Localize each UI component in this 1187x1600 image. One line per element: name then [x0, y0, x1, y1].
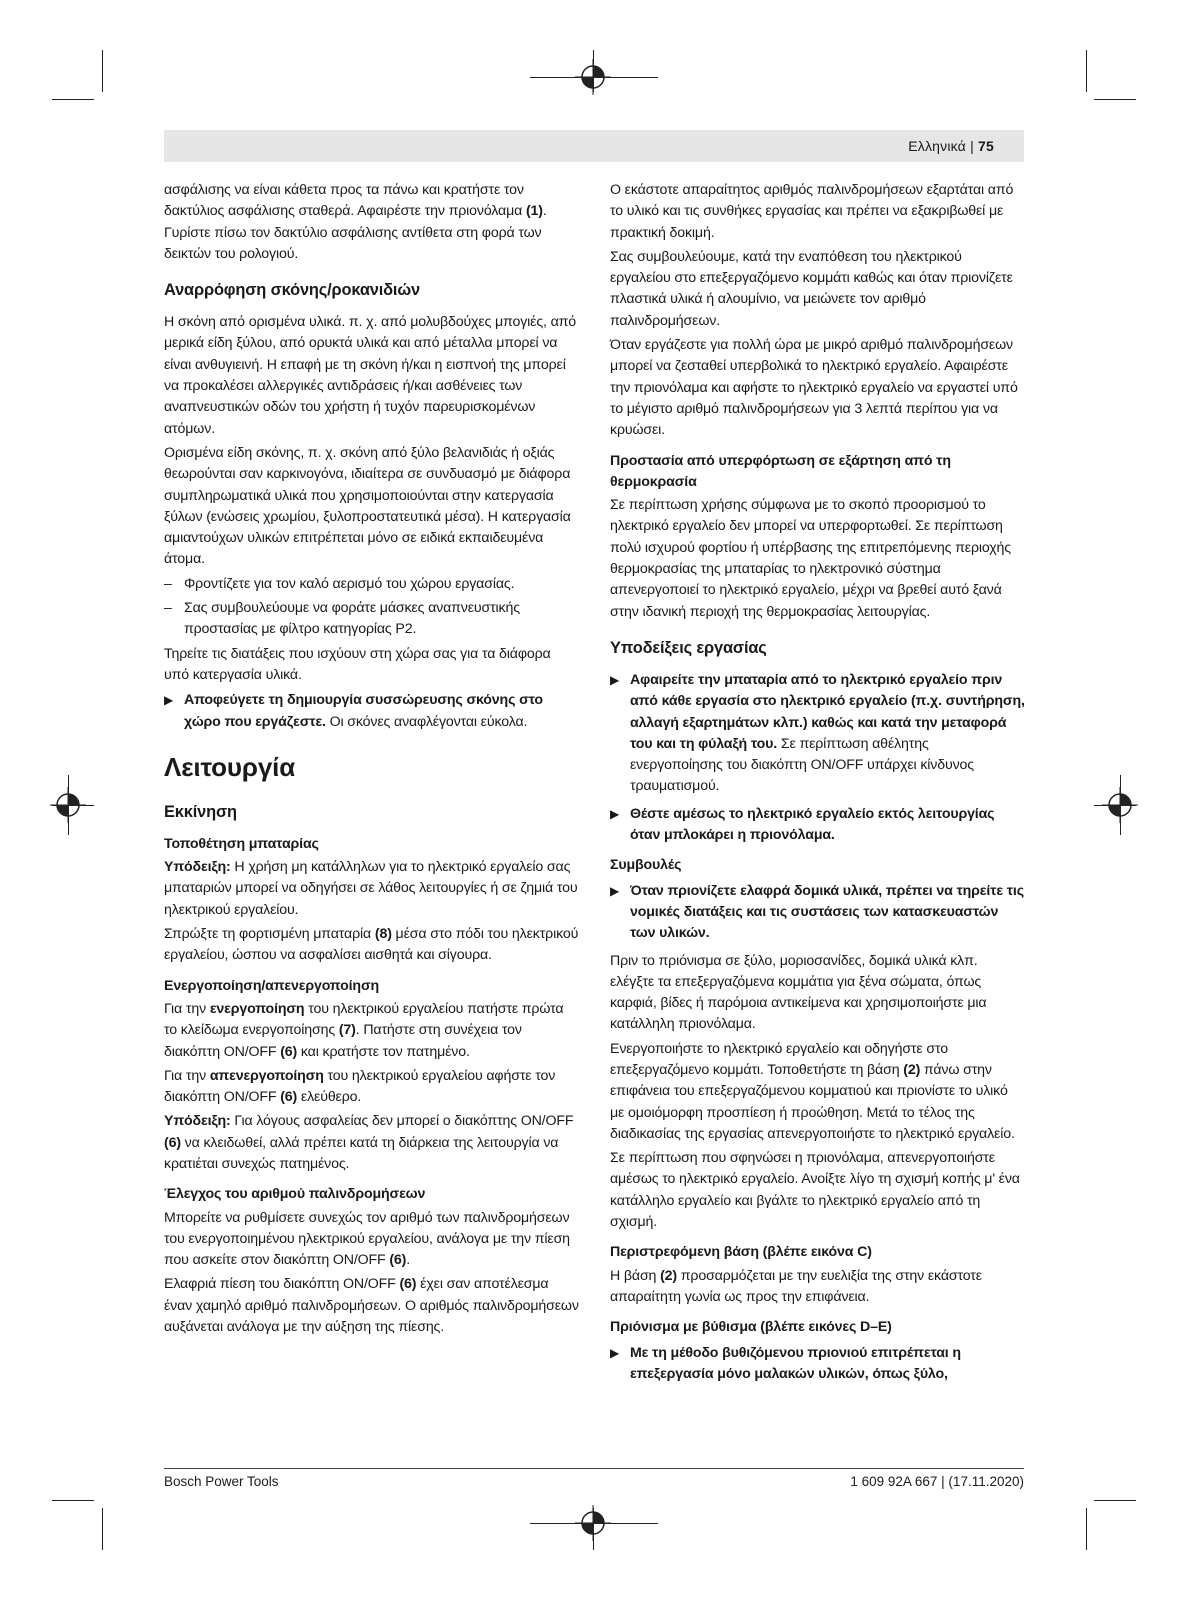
header-bar	[164, 130, 1024, 162]
ref-number: (6)	[399, 1276, 417, 1293]
footer-divider	[164, 1468, 1024, 1469]
subsection-heading: Έλεγχος του αριθμού παλινδρομήσεων	[164, 1186, 426, 1203]
footer-publisher: Bosch Power Tools	[164, 1474, 279, 1489]
triangle-bullet-icon: ▶	[610, 883, 620, 898]
registration-mark-icon	[1102, 787, 1138, 823]
subsection-heading: Πριόνισμα με βύθισμα (βλέπε εικόνες D–E)	[610, 1319, 892, 1336]
ref-number: (6)	[280, 1043, 298, 1060]
triangle-bullet-icon: ▶	[164, 693, 174, 708]
paragraph: Σας συμβουλεύουμε, κατά την εναπόθεση του ηλεκτρικού εργαλείου στο επεξεργαζόμενο κομμάτι καθώς και όταν πριονίζετε πλαστικά υλικά ή αλουμίνιο, να μειώνετε τον αριθμό παλινδρομήσεων.	[610, 248, 1013, 329]
text: έχει σαν αποτέλεσμα έναν χαμηλό αριθμό παλινδρομήσεων. Ο αριθμός παλινδρομήσεων αυξάνεται ανάλογα με την αύξηση της πίεσης.	[164, 1276, 579, 1336]
crop-mark	[1094, 99, 1136, 100]
page-number: 75	[978, 138, 994, 154]
section-heading: Εκκίνηση	[164, 802, 237, 821]
header-language: Ελληνικά	[908, 138, 966, 154]
list-item	[164, 574, 579, 595]
paragraph: Η σκόνη από ορισμένα υλικά. π. χ. από μολυβδούχες μπογιές, από μερικά είδη ξύλου, από ορυκτά υλικά και από μέταλλα μπορεί να είναι ανθυγιεινή. Η επαφή με τη σκόνη ή/και η εισπνοή της μπορεί να προκαλέσει αλλεργικές αντιδράσεις ή/και ασθένειες των αναπνευστικών οδών του χρήστη ή τυχόν παρευρισκομένων ατόμων.	[164, 314, 577, 437]
dash-marker: –	[164, 575, 172, 592]
warning-item	[610, 670, 1025, 798]
right-column	[610, 180, 1025, 1391]
crop-mark	[1086, 1508, 1087, 1550]
text: ελεύθερο.	[297, 1089, 362, 1106]
list-item	[164, 598, 579, 641]
paragraph	[164, 924, 579, 967]
text: και κρατήστε τον πατημένο.	[297, 1043, 470, 1060]
text: πάνω στην επιφάνεια του επεξεργαζόμενου κομματιού και πριονίστε το υλικό με ομοιόμορφη προσπίεση ή προώθηση. Μετά το τέλος της διαδικασίας της εργασίας απενεργοποιήστε το ηλεκτρικό εργαλείο.	[610, 1061, 1015, 1142]
paragraph: Ο εκάστοτε απαραίτητος αριθμός παλινδρομήσεων εξαρτάται από το υλικό και τις συνθήκες εργασίας και πρέπει να εξακριβωθεί με πρακτική δοκιμή.	[610, 182, 1014, 241]
left-column	[164, 180, 579, 1341]
registration-mark-icon	[50, 787, 86, 823]
subsection-heading: Τοποθέτηση μπαταρίας	[164, 835, 319, 852]
section-heading: Αναρρόφηση σκόνης/ροκανιδιών	[164, 281, 421, 300]
text: Οι σκόνες αναφλέγονται εύκολα.	[325, 713, 528, 730]
paragraph	[164, 999, 579, 1063]
paragraph	[164, 1111, 579, 1175]
text: Όταν πριονίζετε ελαφρά δομικά υλικά, πρέπει να τηρείτε τις νομικές διατάξεις και τις συστάσεις των κατασκευαστών των υλικών.	[630, 882, 1024, 942]
section-heading: Υποδείξεις εργασίας	[610, 638, 767, 657]
paragraph: Σε περίπτωση χρήσης σύμφωνα με το σκοπό προορισμού το ηλεκτρικό εργαλείο δεν μπορεί να υπερφορτωθεί. Σε περίπτωση πολύ ισχυρού φορτίου ή υπέρβασης της επιτρεπόμενης περιοχής θερμοκρασίας της μπαταρίας το ηλεκτρονικό σύστημα απενεργοποιεί το ηλεκτρικό εργαλείο, μέχρι να βρεθεί αυτό ξανά στην ιδανική περιοχή της θερμοκρασίας λειτουργίας.	[610, 497, 1011, 620]
note-label: Υπόδειξη:	[164, 1113, 231, 1130]
crop-mark	[102, 1508, 103, 1550]
ref-number: (7)	[338, 1022, 356, 1039]
text: ενεργοποίηση	[209, 1000, 305, 1017]
crop-mark	[102, 50, 103, 92]
crop-mark	[52, 1500, 94, 1501]
text: . Γυρίστε πίσω τον δακτύλιο ασφάλισης αντίθετα στη φορά των δεικτών του ρολογιού.	[164, 203, 547, 262]
text: Ενεργοποιήστε το ηλεκτρικό εργαλείο και οδηγήστε στο επεξεργαζόμενο κομμάτι. Τοποθετήστε τη βάση	[610, 1040, 948, 1078]
text: Σε περίπτωση αθέλητης ενεργοποίησης του διακόπτη ON/OFF υπάρχει κίνδυνος τραυματισμού.	[630, 735, 974, 795]
registration-mark-icon	[575, 59, 611, 95]
paragraph	[164, 1066, 579, 1109]
ref-number: (2)	[660, 1267, 677, 1284]
warning-item	[164, 690, 579, 733]
text: Η βάση	[610, 1267, 661, 1284]
text: Ελαφριά πίεση του διακόπτη ON/OFF	[164, 1276, 400, 1293]
page-header: Ελληνικά | 75	[908, 138, 994, 154]
paragraph: Όταν εργάζεστε για πολλή ώρα με μικρό αριθμό παλινδρομήσεων μπορεί να ζεσταθεί υπερβολικά το ηλεκτρικό εργαλείο. Αφαιρέστε την πριονόλαμα και αφήστε το ηλεκτρικό εργαλείο να εργαστεί υπό το μέγιστο αριθμό παλινδρομήσεων για 3 λεπτά περίπου για να κρυώσει.	[610, 337, 1018, 439]
ref-number: (1)	[525, 203, 543, 220]
warning-item	[610, 881, 1025, 945]
paragraph: Σε περίπτωση που σφηνώσει η πριονόλαμα, απενεργοποιήστε αμέσως το ηλεκτρικό εργαλείο. Ανοίξτε λίγο τη σχισμή κοπής μ' ένα κατάλληλο εργαλείο και βγάλτε το ηλεκτρικό εργαλείο από τη σχισμή.	[610, 1150, 1020, 1231]
ref-number: (2)	[903, 1061, 921, 1078]
crop-mark	[1094, 1500, 1136, 1501]
subsection-heading: Ενεργοποίηση/απενεργοποίηση	[164, 977, 380, 994]
text: να κλειδωθεί, αλλά πρέπει κατά τη διάρκεια της λειτουργία να κρατιέται συνεχώς πατημένος.	[164, 1134, 559, 1172]
text: Φροντίζετε για τον καλό αερισμό του χώρου εργασίας.	[184, 575, 515, 592]
crop-mark	[1086, 50, 1087, 92]
subsection-heading: Προστασία από υπερφόρτωση σε εξάρτηση από τη θερμοκρασία	[610, 452, 951, 490]
text: απενεργοποίηση	[209, 1067, 324, 1084]
note-label: Υπόδειξη:	[164, 859, 231, 876]
paragraph	[164, 1208, 579, 1272]
text: προσαρμόζεται με την ευελιξία της στην εκάστοτε απαραίτητη γωνία ως προς την επιφάνεια.	[610, 1267, 982, 1305]
text: Σπρώξτε τη φορτισμένη μπαταρία	[164, 926, 375, 943]
dash-marker: –	[164, 600, 172, 617]
ref-number: (8)	[374, 926, 392, 943]
text: Για την	[164, 1000, 210, 1017]
subsection-heading: Περιστρεφόμενη βάση (βλέπε εικόνα C)	[610, 1244, 872, 1261]
ref-number: (6)	[389, 1252, 407, 1269]
ref-number: (6)	[280, 1089, 298, 1106]
paragraph: Πριν το πριόνισμα σε ξύλο, μοριοσανίδες, δομικά υλικά κλπ. ελέγξτε τα επεξεργαζόμενα κομμάτια για ξένα σώματα, όπως καρφιά, βίδες ή παρόμοια αντικείμενα και χρησιμοποιήστε μια κατάλληλη πριονόλαμα.	[610, 952, 987, 1033]
text: Θέστε αμέσως το ηλεκτρικό εργαλείο εκτός λειτουργίας όταν μπλοκάρει η πριονόλαμα.	[630, 805, 995, 844]
text: Αποφεύγετε τη δημιουργία συσσώρευσης σκόνης στο χώρο που εργάζεστε.	[184, 692, 543, 730]
text: Μπορείτε να ρυθμίσετε συνεχώς τον αριθμό των παλινδρομήσεων του ενεργοποιημένου ηλεκτρικού εργαλείου, ανάλογα με την πίεση που ασκείτε στον διακόπτη ON/OFF	[164, 1209, 570, 1269]
text: του ηλεκτρικού εργαλείου πατήστε πρώτα το κλείδωμα ενεργοποίησης	[164, 1000, 564, 1039]
text: Για την	[164, 1067, 210, 1084]
paragraph	[610, 1266, 1025, 1309]
subsection-heading: Συμβουλές	[610, 857, 682, 874]
warning-item	[610, 1343, 1025, 1386]
paragraph	[164, 1274, 579, 1338]
text: Σας συμβουλεύουμε να φοράτε μάσκες αναπνευστικής προστασίας με φίλτρο κατηγορίας P2.	[184, 600, 520, 638]
text: Η χρήση μη κατάλληλων για το ηλεκτρικό εργαλείο σας μπαταριών μπορεί να οδηγήσει σε λάθος λειτουργίες ή σε ζημιά του ηλεκτρικού εργαλείου.	[164, 859, 578, 918]
paragraph: Τηρείτε τις διατάξεις που ισχύουν στη χώρα σας για τα διάφορα υπό κατεργασία υλικά.	[164, 645, 551, 683]
text: Με τη μέθοδο βυθιζόμενου πριονιού επιτρέπεται η επεξεργασία μόνο μαλακών υλικών, όπως ξύλο,	[630, 1344, 961, 1382]
text: .	[406, 1252, 411, 1269]
warning-item	[610, 804, 1025, 847]
triangle-bullet-icon: ▶	[610, 672, 620, 687]
triangle-bullet-icon: ▶	[610, 1345, 620, 1360]
paragraph	[610, 1039, 1025, 1145]
ref-number: (6)	[164, 1134, 181, 1151]
registration-mark-icon	[575, 1505, 611, 1541]
text: Για λόγους ασφαλείας δεν μπορεί ο διακόπτης ON/OFF	[230, 1113, 574, 1130]
text: Αφαιρείτε την μπαταρία από το ηλεκτρικό εργαλείο πριν από κάθε εργασία στο ηλεκτρικό εργαλείο (π.χ. συντήρηση, αλλαγή εξαρτημάτων κλπ.) καθώς και κατά την μεταφορά του και τη φύλαξή του.	[630, 671, 1025, 752]
text: μέσα στο πόδι του ηλεκτρικού εργαλείου, ώσπου να ασφαλίσει αισθητά και σίγουρα.	[164, 926, 579, 964]
text: . Πατήστε στη συνέχεια τον διακόπτη ON/OFF	[164, 1022, 522, 1060]
paragraph	[164, 180, 579, 265]
text: του ηλεκτρικού εργαλείου αφήστε τον διακόπτη ON/OFF	[164, 1067, 556, 1106]
text: ασφάλισης να είναι κάθετα προς τα πάνω και κρατήστε τον δακτύλιος ασφάλισης σταθερά. Αφαιρέστε την πριονόλαμα	[164, 182, 524, 220]
footer-doc-number: 1 609 92A 667 | (17.11.2020)	[850, 1474, 1024, 1489]
triangle-bullet-icon: ▶	[610, 806, 620, 821]
paragraph: Ορισμένα είδη σκόνης, π. χ. σκόνη από ξύλο βελανιδιάς ή οξιάς θεωρούνται σαν καρκινογόνα, ιδιαίτερα σε συνδυασμό με διάφορα συμπληρωματικά υλικά που χρησιμοποιούνται στην κατεργασία ξύλων (ενώσεις χρωμίου, ξυλοπροστατευτικά μέσα). Η κατεργασία αμιαντούχων υλικών επιτρέπεται μόνο σε ειδικά εκπαιδευμένα άτομα.	[164, 444, 571, 568]
crop-mark	[52, 99, 94, 100]
paragraph	[164, 857, 579, 921]
chapter-heading: Λειτουργία	[164, 751, 296, 782]
